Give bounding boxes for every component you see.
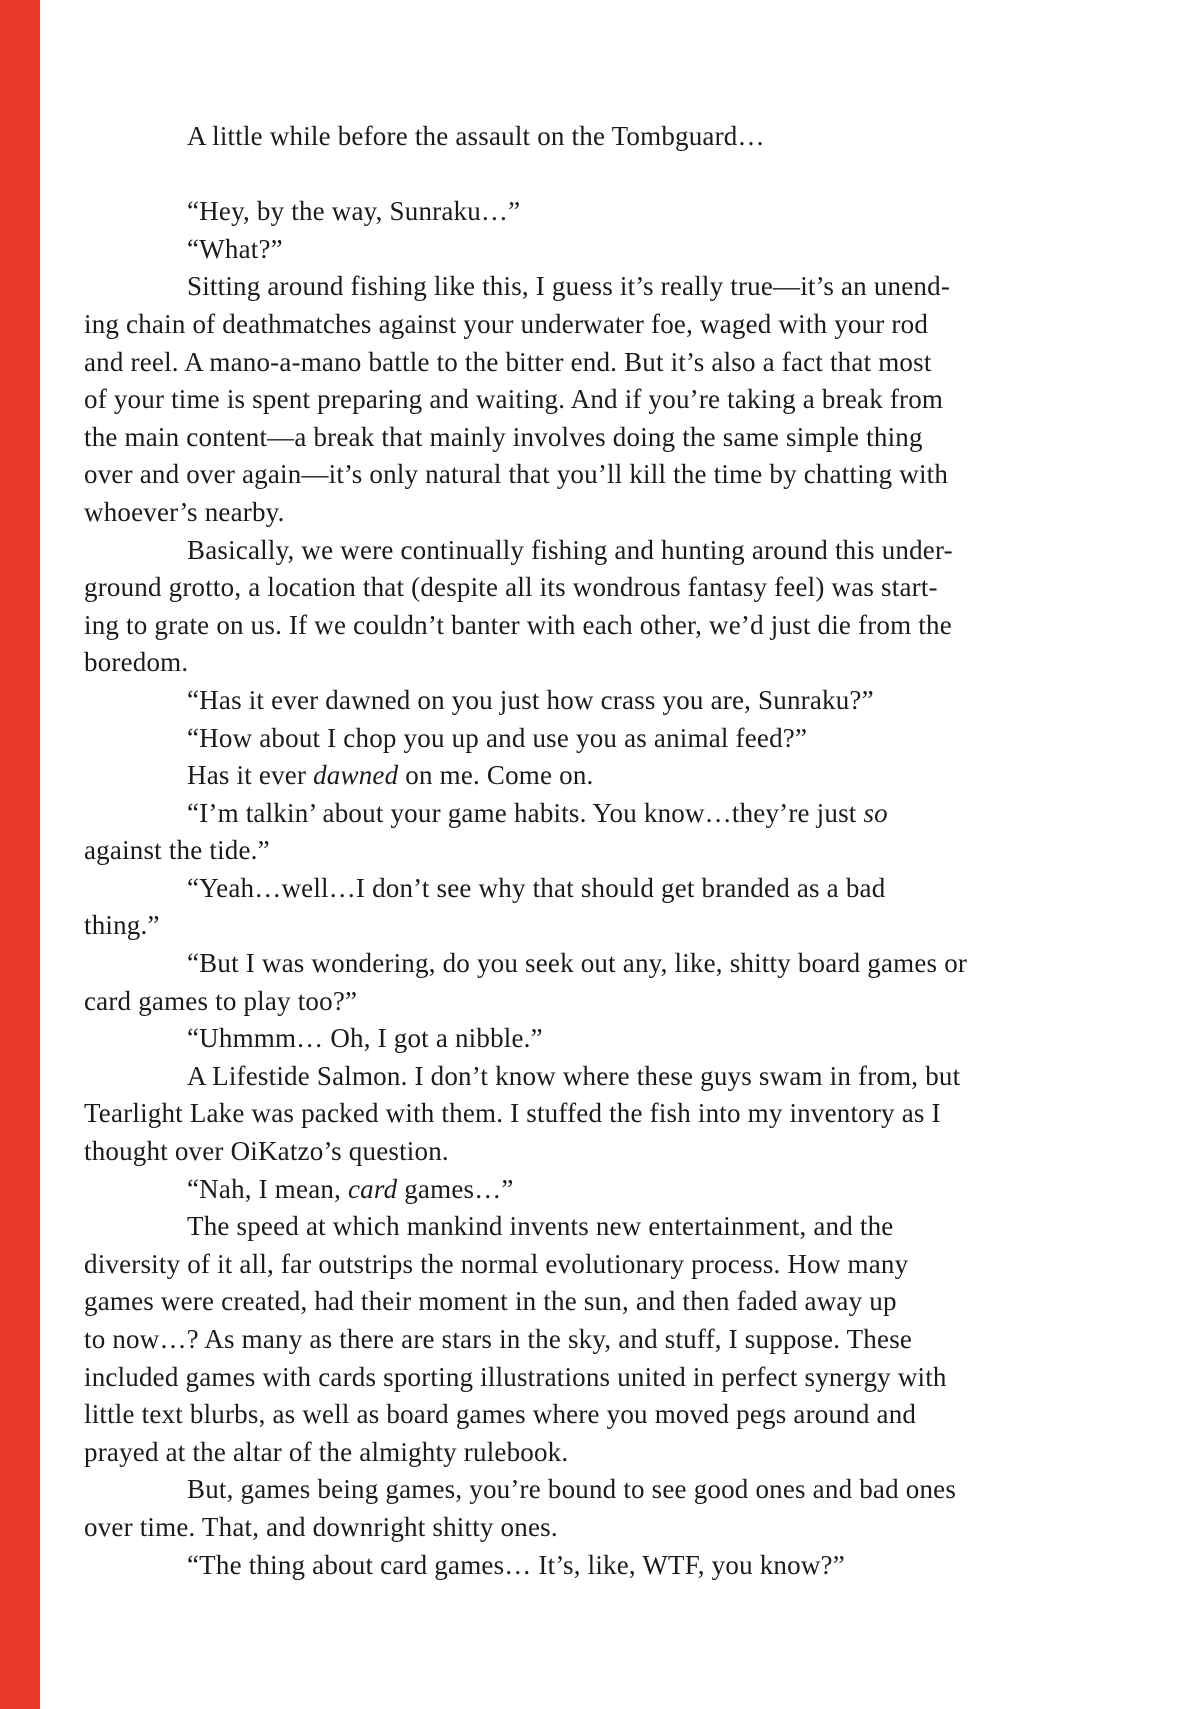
text-segment: little text blurbs, as well as board games where you moved pegs around and xyxy=(84,1399,917,1430)
text-segment: ing to grate on us. If we couldn’t banter with each other, we’d just die from the xyxy=(84,609,952,640)
book-spine-stripe xyxy=(0,0,40,1709)
text-line xyxy=(84,193,1164,231)
text-line xyxy=(84,1283,1164,1321)
text-segment: over and over again—it’s only natural that you’ll kill the time by chatting with xyxy=(84,459,949,490)
text-line xyxy=(84,1434,1164,1472)
text-line xyxy=(84,1133,1164,1171)
text-line xyxy=(84,494,1164,532)
text-segment: “I’m talkin’ about your game habits. You know…they’re just xyxy=(187,797,864,828)
text-segment: the main content—a break that mainly involves doing the same simple thing xyxy=(84,421,923,452)
text-segment: Basically, we were continually fishing and hunting around this under- xyxy=(187,534,953,565)
text-segment: “Yeah…well…I don’t see why that should get branded as a bad xyxy=(187,872,886,903)
text-line xyxy=(84,682,1164,720)
text-segment: card games to play too?” xyxy=(84,985,358,1016)
italic-text-segment: card xyxy=(347,1173,398,1204)
text-segment: “Nah, I mean, xyxy=(187,1173,348,1204)
text-line xyxy=(84,344,1164,382)
text-line xyxy=(84,1208,1164,1246)
text-line xyxy=(84,1359,1164,1397)
text-segment: games were created, had their moment in the sun, and then faded away up xyxy=(84,1286,897,1317)
text-segment: A little while before the assault on the Tombguard… xyxy=(187,121,765,151)
text-segment: ing chain of deathmatches against your underwater foe, waged with your rod xyxy=(84,308,929,339)
text-line xyxy=(84,1547,1164,1585)
text-segment: Tearlight Lake was packed with them. I stuffed the fish into my inventory as I xyxy=(84,1098,941,1129)
text-line xyxy=(84,381,1164,419)
italic-text-segment: dawned xyxy=(313,760,399,791)
text-line xyxy=(84,419,1164,457)
text-segment: over time. That, and downright shitty ones. xyxy=(84,1511,558,1542)
text-segment: “But I was wondering, do you seek out any, like, shitty board games or xyxy=(187,948,968,979)
text-line xyxy=(84,456,1164,494)
text-segment: on me. Come on. xyxy=(398,760,594,791)
text-line xyxy=(84,1020,1164,1058)
text-segment: ground grotto, a location that (despite all its wondrous fantasy feel) was start- xyxy=(84,572,938,603)
text-line xyxy=(84,268,1164,306)
text-segment: of your time is spent preparing and waiting. And if you’re taking a break from xyxy=(84,384,944,415)
text-line xyxy=(84,1321,1164,1359)
italic-text-segment: so xyxy=(863,797,888,828)
text-segment: Has it ever xyxy=(187,760,314,791)
text-segment: and reel. A mano-a-mano battle to the bitter end. But it’s also a fact that most xyxy=(84,346,932,377)
text-line xyxy=(84,231,1164,269)
text-segment: to now…? As many as there are stars in the sky, and stuff, I suppose. These xyxy=(84,1324,913,1354)
text-segment: “Uhmmm… Oh, I got a nibble.” xyxy=(187,1023,543,1054)
text-line xyxy=(84,870,1164,908)
text-segment: “What?” xyxy=(187,233,283,264)
text-segment: “Hey, by the way, Sunraku…” xyxy=(187,196,521,227)
text-line xyxy=(84,983,1164,1021)
book-page-text xyxy=(84,118,1164,1584)
text-segment: diversity of it all, far outstrips the normal evolutionary process. How many xyxy=(84,1248,909,1279)
text-line xyxy=(84,1471,1164,1509)
text-segment: A Lifestide Salmon. I don’t know where these guys swam in from, but xyxy=(187,1060,961,1091)
text-segment: games…” xyxy=(397,1173,514,1204)
text-line xyxy=(84,569,1164,607)
text-segment: “Has it ever dawned on you just how crass you are, Sunraku?” xyxy=(187,684,874,715)
text-line xyxy=(84,644,1164,682)
text-line xyxy=(84,795,1164,833)
text-segment: prayed at the altar of the almighty rulebook. xyxy=(84,1436,569,1467)
text-line xyxy=(84,945,1164,983)
text-line xyxy=(84,607,1164,645)
text-line xyxy=(84,118,1164,156)
text-line xyxy=(84,832,1164,870)
text-line xyxy=(84,720,1164,758)
text-line xyxy=(84,1246,1164,1284)
text-line xyxy=(84,1396,1164,1434)
text-line xyxy=(84,306,1164,344)
text-segment: thing.” xyxy=(84,910,160,941)
text-line xyxy=(84,1095,1164,1133)
text-line xyxy=(84,907,1164,945)
text-segment: whoever’s nearby. xyxy=(84,496,285,527)
text-line xyxy=(84,1058,1164,1096)
text-segment: included games with cards sporting illustrations united in perfect synergy with xyxy=(84,1361,947,1392)
text-segment: “The thing about card games… It’s, like, WTF, you know?” xyxy=(187,1549,845,1580)
text-line xyxy=(84,1171,1164,1209)
text-segment: against the tide.” xyxy=(84,835,270,866)
blank-line xyxy=(84,156,1164,194)
text-segment: “How about I chop you up and use you as animal feed?” xyxy=(187,722,808,753)
text-line xyxy=(84,1509,1164,1547)
text-segment: The speed at which mankind invents new entertainment, and the xyxy=(187,1211,894,1242)
text-segment: thought over OiKatzo’s question. xyxy=(84,1136,449,1167)
text-line xyxy=(84,532,1164,570)
text-segment: But, games being games, you’re bound to see good ones and bad ones xyxy=(187,1474,957,1505)
text-line xyxy=(84,757,1164,795)
text-segment: boredom. xyxy=(84,647,189,678)
text-segment: Sitting around fishing like this, I guess it’s really true—it’s an unend- xyxy=(187,271,951,302)
